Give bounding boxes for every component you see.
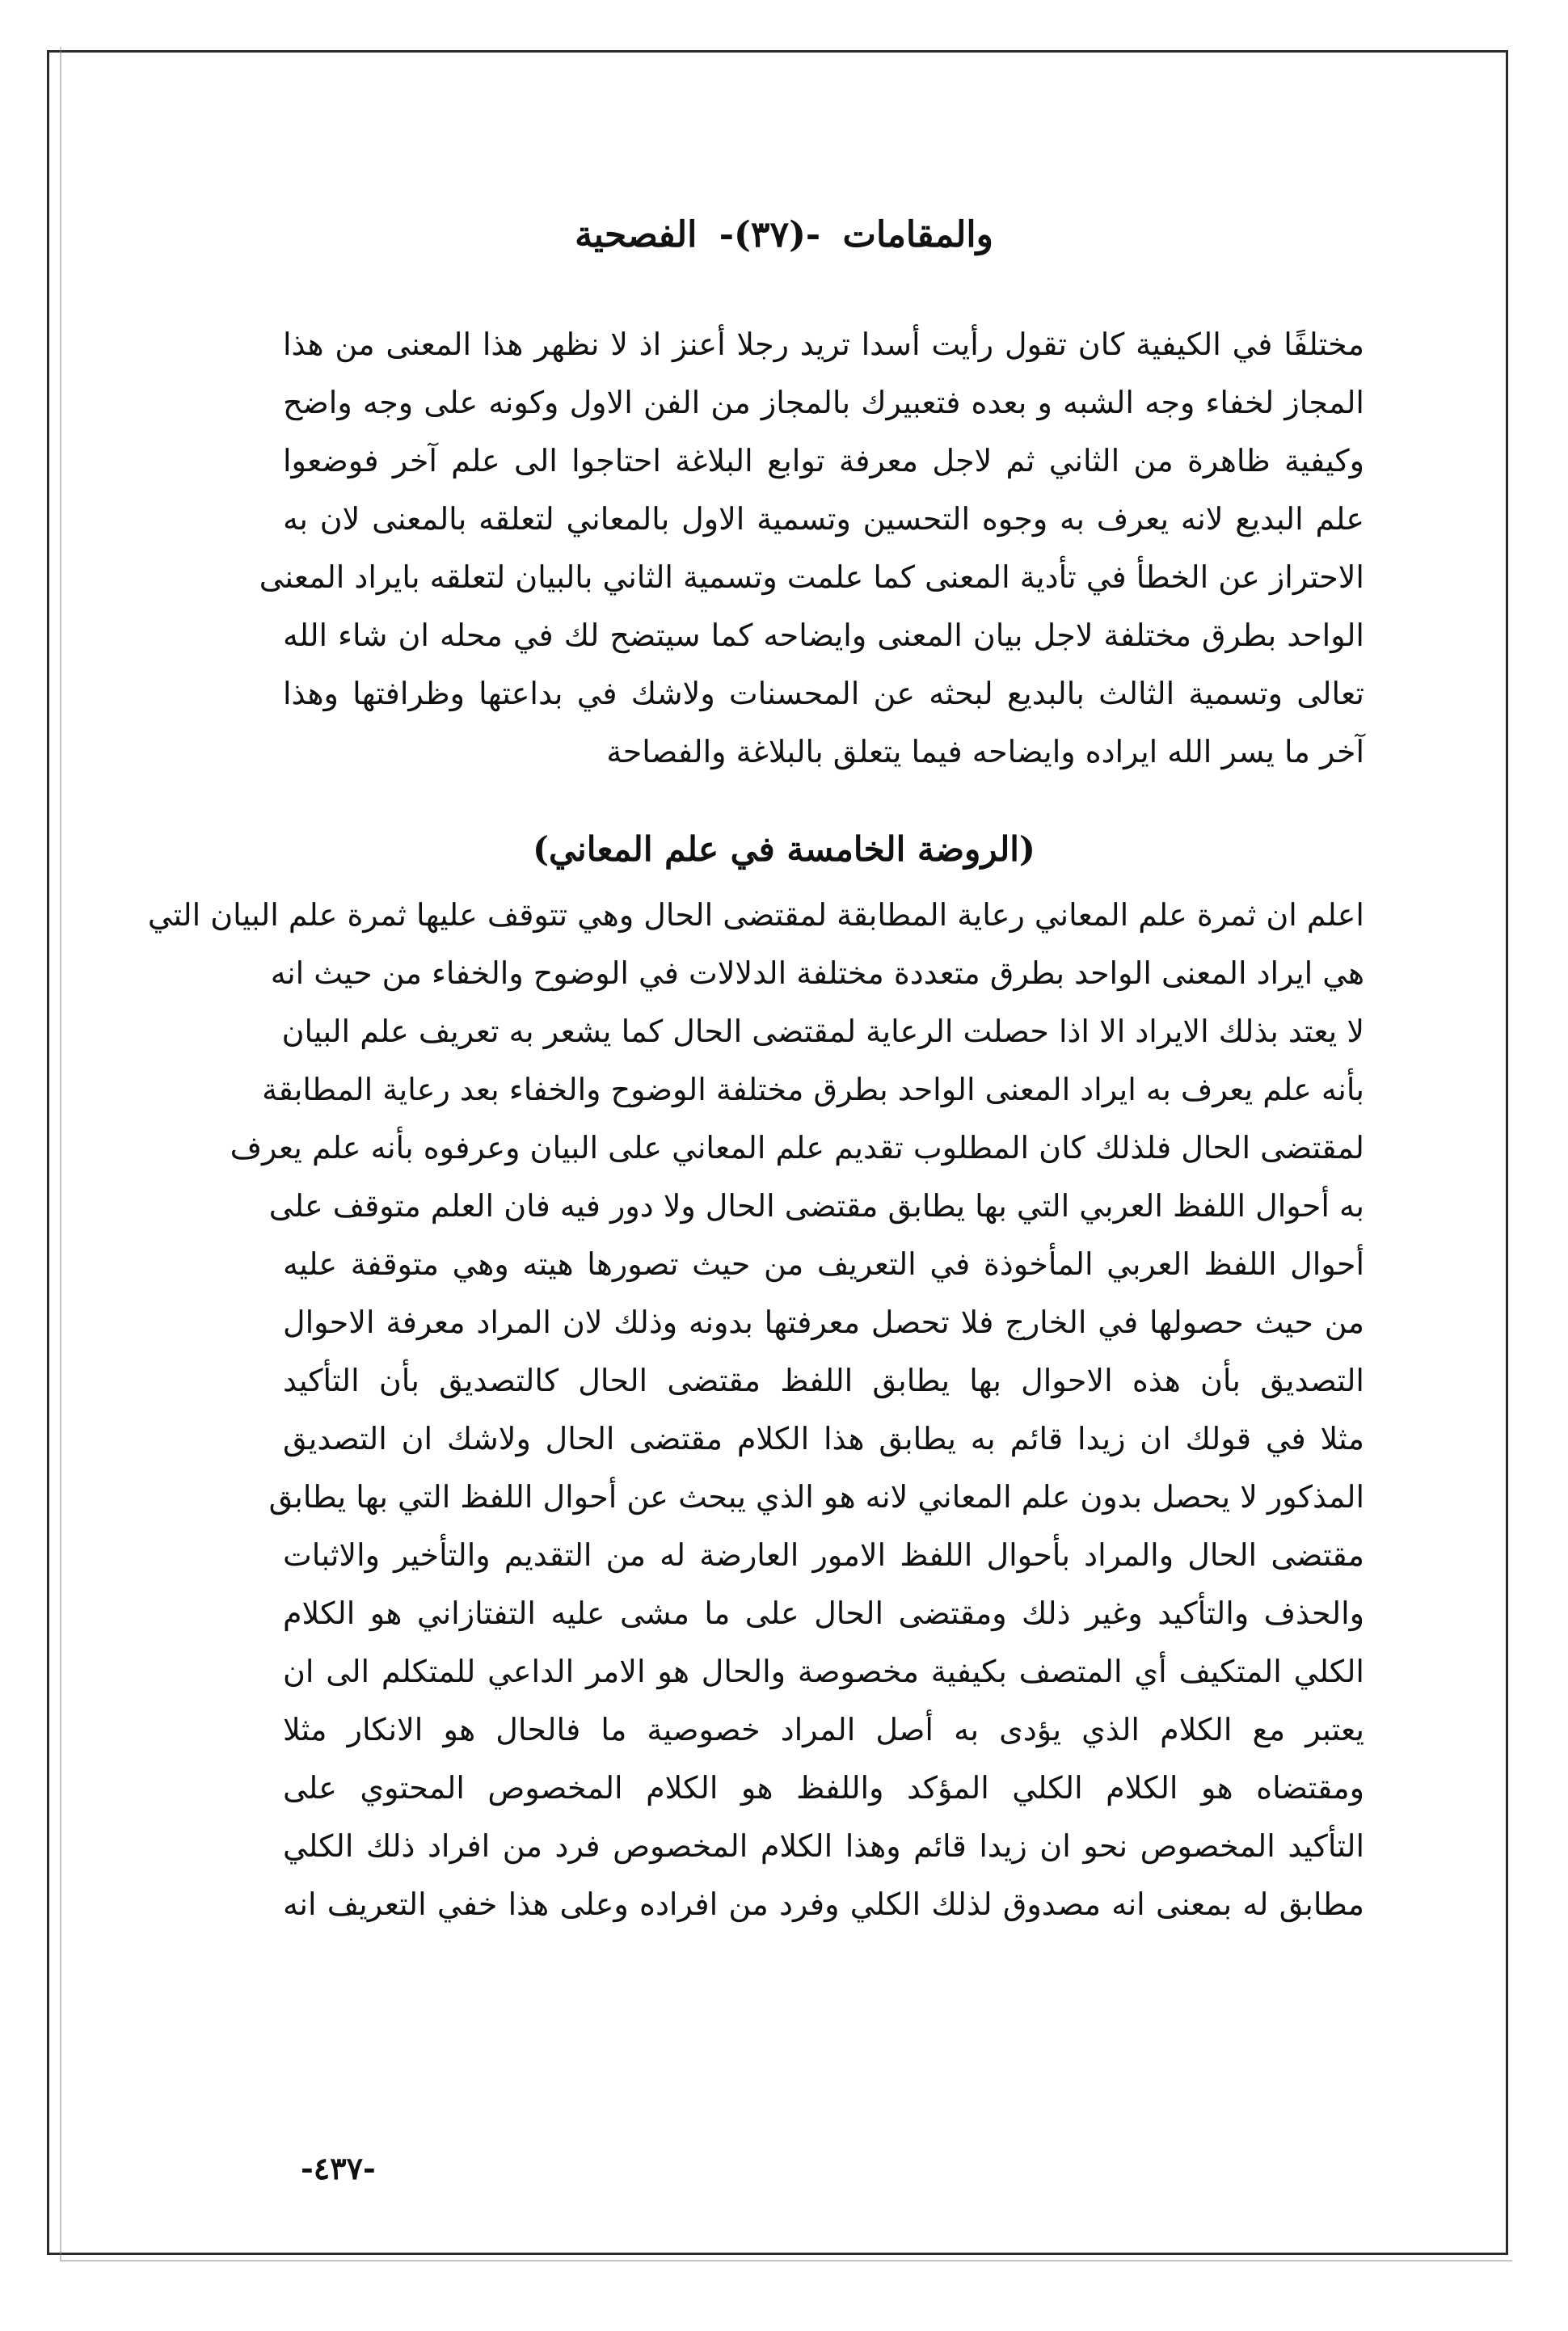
page-header xyxy=(0,214,1568,255)
text-line: التأكيد المخصوص نحو ان زيدا قائم وهذا الكلام المخصوص فرد من افراد ذلك الكلي xyxy=(283,1828,1365,1864)
text-line: مطابق له بمعنى انه مصدوق لذلك الكلي وفرد من افراده وعلى هذا خفي التعريف انه xyxy=(283,1886,1364,1922)
text-line: مختلفًا في الكيفية كان تقول رأيت أسدا تريد رجلا أعنز اذ لا نظهر هذا المعنى من هذا xyxy=(283,327,1364,362)
text-line: علم البديع لانه يعرف به وجوه التحسين وتسمية الاول بالمعاني لتعلقه بالمعنى لان به xyxy=(283,501,1364,537)
text-line: وكيفية ظاهرة من الثاني ثم لاجل معرفة توابع البلاغة احتاجوا الى علم آخر فوضعوا xyxy=(283,443,1364,478)
text-line: هي ايراد المعنى الواحد بطرق متعددة مختلفة الدلالات في الوضوح والخفاء من حيث انه xyxy=(270,955,1364,991)
text-line: أحوال اللفظ العربي المأخوذة في التعريف من حيث تصورها هيته وهي متوقفة عليه xyxy=(283,1246,1364,1282)
text-line: والحذف والتأكيد وغير ذلك ومقتضى الحال على ما مشى عليه التفتازاني هو الكلام xyxy=(283,1595,1364,1631)
text-line: لمقتضى الحال فلذلك كان المطلوب تقديم علم المعاني على البيان وعرفوه بأنه علم يعرف xyxy=(230,1130,1364,1166)
text-line: التصديق بأن هذه الاحوال بها يطابق اللفظ مقتضى الحال كالتصديق بأن التأكيد xyxy=(283,1363,1364,1398)
text-line: المجاز لخفاء وجه الشبه و بعده فتعبيرك بالمجاز من الفن الاول وكونه على وجه واضح xyxy=(283,385,1364,420)
text-line: الاحتراز عن الخطأ في تأدية المعنى كما علمت وتسمية الثاني بالبيان لتعلقه بايراد المعنى xyxy=(259,559,1364,595)
text-line: من حيث حصولها في الخارج فلا تحصل معرفتها بدونه وذلك لان المراد معرفة الاحوال xyxy=(283,1305,1364,1340)
paragraph-top xyxy=(259,315,1364,781)
header-chapter-number: -(٣٧)- xyxy=(719,214,821,255)
text-line: به أحوال اللفظ العربي التي بها يطابق مقتضى الحال ولا دور فيه فان العلم متوقف على xyxy=(268,1188,1364,1224)
text-line: مثلا في قولك ان زيدا قائم به يطابق هذا الكلام مقتضى الحال ولاشك ان التصديق xyxy=(283,1421,1364,1456)
text-line: لا يعتد بذلك الايراد الا اذا حصلت الرعاية لمقتضى الحال كما يشعر به تعريف علم البيان xyxy=(281,1014,1364,1049)
text-line: بأنه علم يعرف به ايراد المعنى الواحد بطرق مختلفة الوضوح والخفاء بعد رعاية المطابقة xyxy=(262,1072,1364,1107)
text-line: ومقتضاه هو الكلام الكلي المؤكد واللفظ هو الكلام المخصوص المحتوي على xyxy=(283,1770,1364,1806)
text-line: يعتبر مع الكلام الذي يؤدى به أصل المراد خصوصية ما فالحال هو الانكار مثلا xyxy=(283,1712,1364,1747)
text-line: تعالى وتسمية الثالث بالبديع لبحثه عن المحسنات ولاشك في بداعتها وظرافتها وهذا xyxy=(283,676,1364,711)
text-line: مقتضى الحال والمراد بأحوال اللفظ الامور العارضة له من التقديم والتأخير والاثبات xyxy=(283,1537,1364,1573)
page-number: -٤٣٧- xyxy=(301,2150,376,2186)
text-line: آخر ما يسر الله ايراده وايضاحه فيما يتعلق بالبلاغة والفصاحة xyxy=(606,734,1364,769)
text-line: المذكور لا يحصل بدون علم المعاني لانه هو الذي يبحث عن أحوال اللفظ التي بها يطابق xyxy=(268,1479,1364,1515)
paragraph-main xyxy=(147,886,1365,1933)
header-left: الفصحية xyxy=(575,214,698,255)
text-line: الكلي المتكيف أي المتصف بكيفية مخصوصة والحال هو الامر الداعي للمتكلم الى ان xyxy=(283,1654,1364,1689)
section-title: (الروضة الخامسة في علم المعاني) xyxy=(533,829,1035,869)
text-line: الواحد بطرق مختلفة لاجل بيان المعنى وايضاحه كما سيتضح لك في محله ان شاء الله xyxy=(283,618,1364,653)
header-right: والمقامات xyxy=(842,214,993,255)
text-line: اعلم ان ثمرة علم المعاني رعاية المطابقة لمقتضى الحال وهي تتوقف عليها ثمرة علم البيان التي xyxy=(147,897,1364,933)
